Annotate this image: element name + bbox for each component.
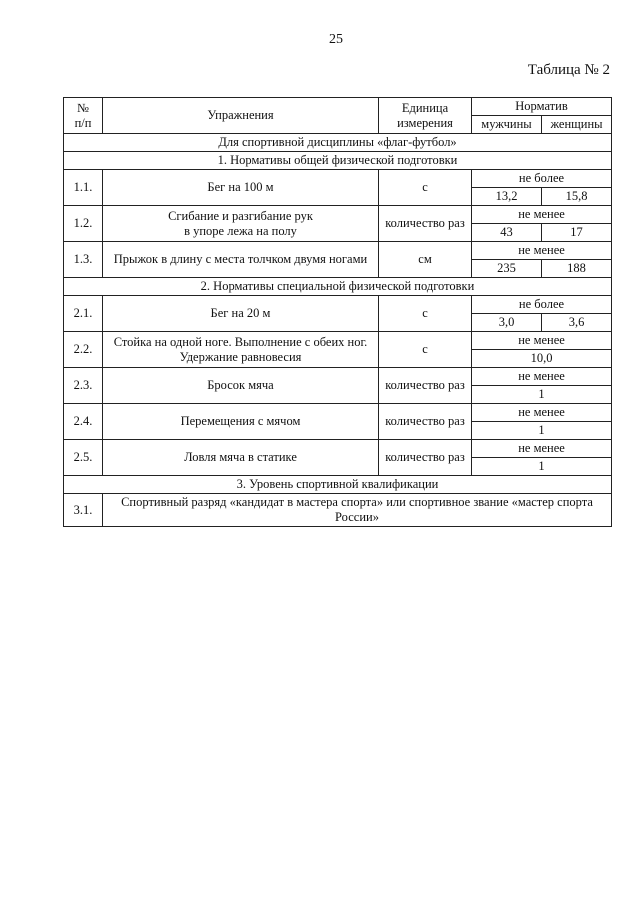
row-exercise: Сгибание и разгибание рук в упоре лежа на полу	[103, 206, 379, 242]
row-num: 2.5.	[64, 440, 103, 476]
value-both: 10,0	[472, 350, 612, 368]
discipline-title: Для спортивной дисциплины «флаг-футбол»	[64, 134, 612, 152]
table-caption: Таблица № 2	[527, 62, 610, 78]
header-men: мужчины	[472, 116, 542, 134]
row-exercise: Прыжок в длину с места толчком двумя ногами	[103, 242, 379, 278]
row-num: 1.3.	[64, 242, 103, 278]
value-men: 13,2	[472, 188, 542, 206]
row-num: 3.1.	[64, 494, 103, 527]
row-unit: с	[379, 332, 472, 368]
section-title: 1. Нормативы общей физической подготовки	[64, 152, 612, 170]
standards-table	[63, 97, 612, 527]
row-exercise: Бег на 20 м	[103, 296, 379, 332]
row-condition: не более	[472, 296, 612, 314]
row-unit: см	[379, 242, 472, 278]
value-men: 43	[472, 224, 542, 242]
value-men: 3,0	[472, 314, 542, 332]
row-num: 2.1.	[64, 296, 103, 332]
section-title: 3. Уровень спортивной квалификации	[64, 476, 612, 494]
row-exercise: Бросок мяча	[103, 368, 379, 404]
row-num: 1.1.	[64, 170, 103, 206]
value-women: 15,8	[542, 188, 612, 206]
row-unit: количество раз	[379, 404, 472, 440]
row-unit: количество раз	[379, 368, 472, 404]
section-title: 2. Нормативы специальной физической подготовки	[64, 278, 612, 296]
row-exercise: Спортивный разряд «кандидат в мастера спорта» или спортивное звание «мастер спорта России»	[103, 494, 612, 527]
row-exercise: Стойка на одной ноге. Выполнение с обеих ног. Удержание равновесия	[103, 332, 379, 368]
row-condition: не менее	[472, 368, 612, 386]
value-both: 1	[472, 422, 612, 440]
row-condition: не более	[472, 170, 612, 188]
row-unit: количество раз	[379, 206, 472, 242]
row-exercise: Бег на 100 м	[103, 170, 379, 206]
header-unit: Единица измерения	[379, 98, 472, 134]
row-num: 1.2.	[64, 206, 103, 242]
header-women: женщины	[542, 116, 612, 134]
value-women: 188	[542, 260, 612, 278]
value-both: 1	[472, 386, 612, 404]
value-women: 3,6	[542, 314, 612, 332]
row-condition: не менее	[472, 242, 612, 260]
header-num: № п/п	[64, 98, 103, 134]
row-num: 2.2.	[64, 332, 103, 368]
value-men: 235	[472, 260, 542, 278]
value-women: 17	[542, 224, 612, 242]
row-exercise: Перемещения с мячом	[103, 404, 379, 440]
row-unit: с	[379, 170, 472, 206]
row-num: 2.3.	[64, 368, 103, 404]
row-condition: не менее	[472, 206, 612, 224]
value-both: 1	[472, 458, 612, 476]
header-exercise: Упражнения	[103, 98, 379, 134]
page-number: 25	[329, 32, 343, 47]
row-exercise: Ловля мяча в статике	[103, 440, 379, 476]
row-condition: не менее	[472, 404, 612, 422]
row-unit: с	[379, 296, 472, 332]
row-condition: не менее	[472, 332, 612, 350]
row-condition: не менее	[472, 440, 612, 458]
row-num: 2.4.	[64, 404, 103, 440]
header-norm: Норматив	[472, 98, 612, 116]
row-unit: количество раз	[379, 440, 472, 476]
